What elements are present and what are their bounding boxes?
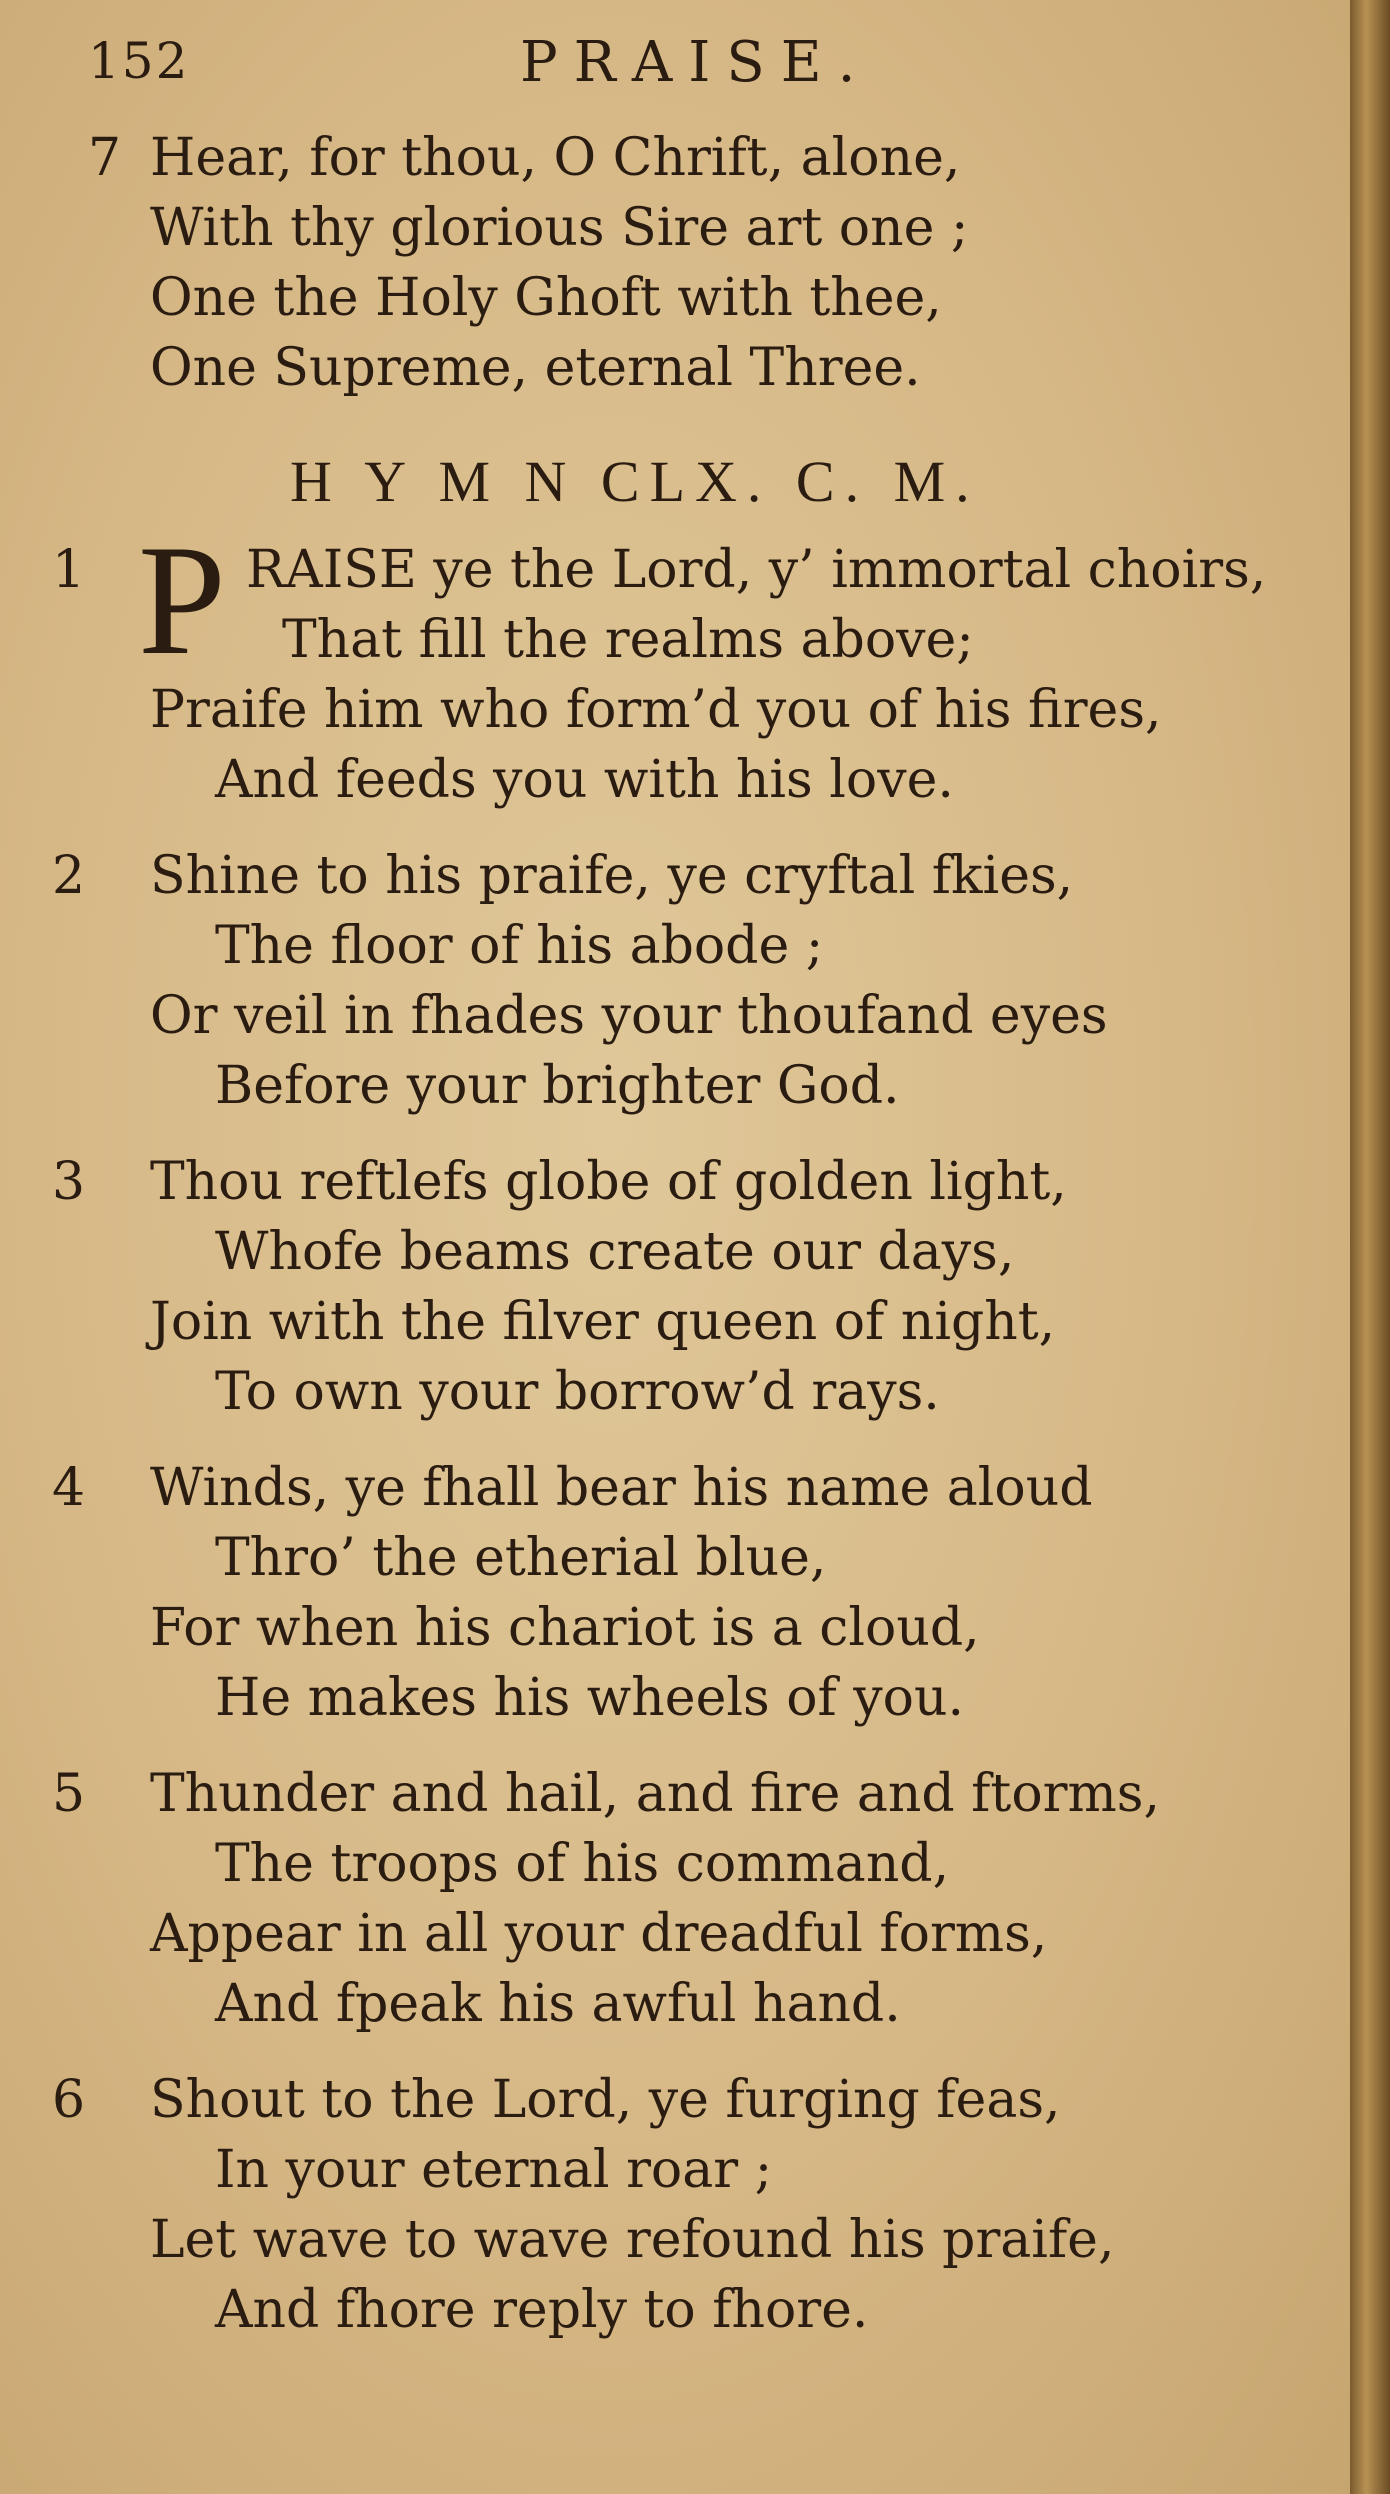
verse-number: 6 xyxy=(52,2070,86,2130)
verse-line: Thro’ the etherial blue, xyxy=(215,1528,827,1588)
verse-line: Thunder and hail, and fire and ftorms, xyxy=(150,1764,1161,1824)
verse-line: To own your borrow’d rays. xyxy=(215,1362,940,1422)
verse-line: The floor of his abode ; xyxy=(215,916,824,976)
verse-line: Winds, ye fhall bear his name aloud xyxy=(150,1458,1093,1518)
page-header xyxy=(0,22,1350,95)
verse-number: 4 xyxy=(52,1458,86,1518)
verse-line: Hear, for thou, O Chrift, alone, xyxy=(150,128,961,188)
verse-line: The troops of his command, xyxy=(215,1834,950,1894)
hymn-title: H Y M N CLX. C. M. xyxy=(290,449,980,514)
verse-line: Shine to his praife, ye cryftal fkies, xyxy=(150,846,1074,906)
verse-line: One the Holy Ghoft with thee, xyxy=(150,268,942,328)
verse-line: Before your brighter God. xyxy=(215,1056,900,1116)
verse-line: With thy glorious Sire art one ; xyxy=(150,198,969,258)
verse-line: In your eternal roar ; xyxy=(215,2140,773,2200)
verse-line: One Supreme, eternal Three. xyxy=(150,338,921,398)
running-head: PRAISE. xyxy=(520,30,872,95)
verse-number: 3 xyxy=(52,1152,86,1212)
verse-number: 2 xyxy=(52,846,86,906)
verse-number: 7 xyxy=(88,128,122,188)
verse-line: Whofe beams create our days, xyxy=(215,1222,1015,1282)
verse-line: Or veil in fhades your thoufand eyes xyxy=(150,986,1108,1046)
verse-line: And fhore reply to fhore. xyxy=(215,2280,869,2340)
verse-line: For when his chariot is a cloud, xyxy=(150,1598,980,1658)
verse-number: 1 xyxy=(52,540,86,600)
verse-number: 5 xyxy=(52,1764,86,1824)
verse-line: Appear in all your dreadful forms, xyxy=(150,1904,1048,1964)
verse-line: And fpeak his awful hand. xyxy=(215,1974,901,2034)
page-number: 152 xyxy=(88,32,190,90)
verse-line: Thou reftlefs globe of golden light, xyxy=(150,1152,1067,1212)
verse-line: And feeds you with his love. xyxy=(215,750,954,810)
verse-line: RAISE ye the Lord, y’ immortal choirs, xyxy=(246,540,1267,600)
drop-cap: P xyxy=(138,513,226,688)
verse-line: That fill the realms above; xyxy=(282,610,974,670)
verse-line: Shout to the Lord, ye furging feas, xyxy=(150,2070,1061,2130)
verse-line: Let wave to wave refound his praife, xyxy=(150,2210,1115,2270)
verse-line: He makes his wheels of you. xyxy=(215,1668,964,1728)
verse-line: Join with the filver queen of night, xyxy=(150,1292,1056,1352)
verse-line: Praife him who form’d you of his fires, xyxy=(150,680,1162,740)
book-spine-edge xyxy=(1350,0,1390,2494)
